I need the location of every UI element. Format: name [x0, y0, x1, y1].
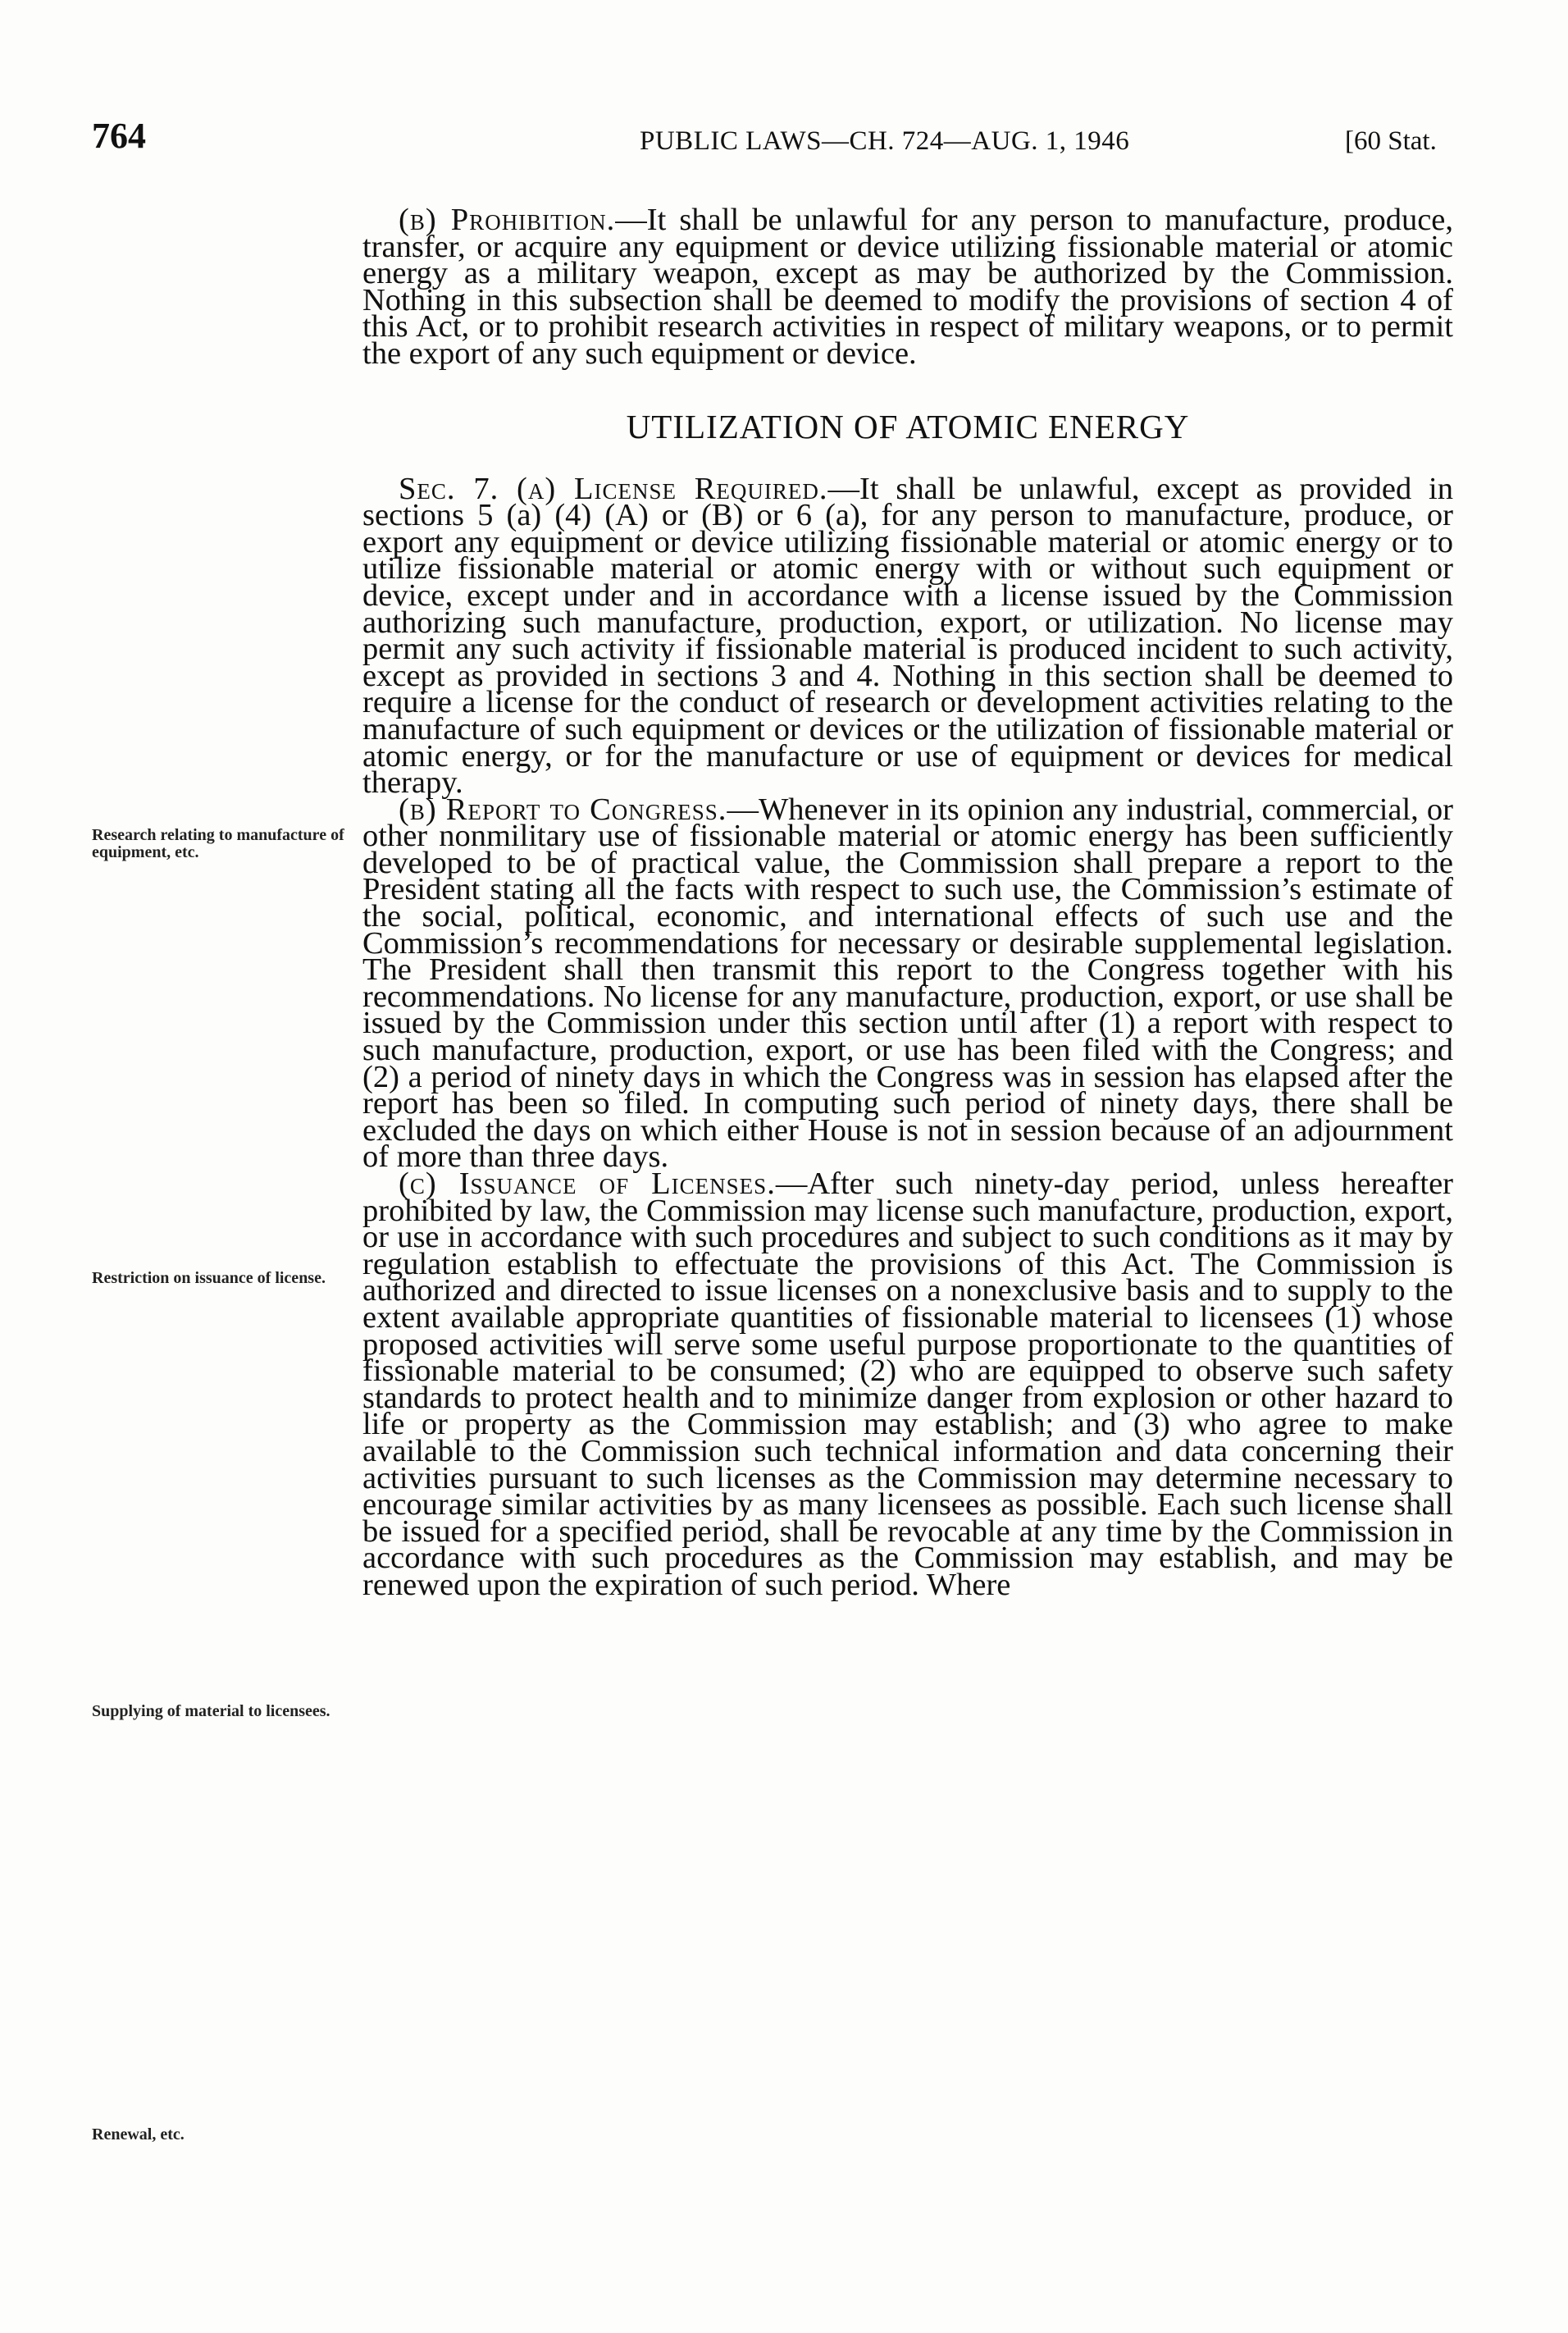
subsection-label: (c) Issuance of Licenses.	[399, 1166, 776, 1201]
margin-note-renewal: Renewal, etc.	[92, 2125, 185, 2144]
paragraph-text: —It shall be unlawful for any person to manufacture, produce, transfer, or acquire any equipment or device utilizing fissionable material or atomic energy as a military weapon, except as may be authorized by the Commission. Nothing in this subsection shall be deemed to modify the provisions of section 4 of this Act, or to prohibit research activities in respect of military weapons, or to permit the export of any such equipment or device.	[362, 203, 1453, 371]
paragraph-text: —It shall be unlawful, except as provided in sections 5 (a) (4) (A) or (B) or 6 (a), for any person to manufacture, produce, or export any equipment or device utilizing fissionable material or atomic energy or to utilize fissionable material or atomic energy with or without such equipment or device, except under and in accordance with a license issued by the Commission authorizing such manufacture, production, export, or utilization. No license may permit any such activity if fissionable material is produced incident to such activity, except as provided in sections 3 and 4. Nothing in this section shall be deemed to require a license for the conduct of research or development activities relating to the manufacture of such equipment or devices or the utilization of fissionable material or atomic energy, or for the manufacture or use of equipment or devices for medical therapy.	[362, 471, 1453, 801]
section-heading: UTILIZATION OF ATOMIC ENERGY	[626, 407, 1190, 445]
paragraph-text: —After such ninety-day period, unless hereafter prohibited by law, the Commission may license such manufacture, production, export, or use in accordance with such procedures and subject to such conditions as it may by regulation establish to effectuate the provisions of this Act. The Commission is authorized and directed to issue licenses on a nonexclusive basis and to supply to the extent available appropriate quantities of fissionable material to licensees (1) whose proposed activities will serve some useful purpose proportionate to the quantities of fissionable material to be consumed; (2) who are equipped to observe such safety standards to protect health and to minimize danger from explosion or other hazard to life or property as the Commission may establish; and (3) who agree to make available to the Commission such technical information and data concerning their activities pursuant to such licenses as the Commission may determine necessary to encourage similar activities by as many licensees as possible. Each such license shall be issued for a specified period, shall be revocable at any time by the Commission in accordance with such procedures as the Commission may establish, and may be renewed upon the expiration of such period. Where	[362, 1166, 1453, 1602]
paragraph-license-required	[362, 471, 1453, 801]
paragraph-issuance-of-licenses	[362, 1166, 1453, 1602]
running-title: PUBLIC LAWS—CH. 724—AUG. 1, 1946	[640, 126, 1130, 156]
paragraph-report-to-congress	[362, 792, 1453, 1175]
main-text	[362, 203, 1453, 1602]
paragraph-prohibition	[362, 203, 1453, 371]
page-header	[0, 115, 1568, 172]
margin-note-supplying: Supplying of material to licensees.	[92, 1702, 330, 1720]
section-number: Sec. 7. (a)	[399, 471, 574, 506]
volume-reference: [60 Stat.	[1345, 126, 1437, 156]
paragraph-text: —Whenever in its opinion any industrial, commercial, or other nonmilitary use of fissionable material or atomic energy has been sufficiently developed to be of practical value, the Commission shall prepare a report to the President stating all the facts with respect to such use, the Commission’s estimate of the social, political, economic, and international effects of such use and the Commission’s recommendations for necessary or desirable supplemental legislation. The President shall then transmit this report to the Congress together with his recommendations. No license for any manufacture, production, export, or use shall be issued by the Commission under this section until after (1) a report with respect to such manufacture, production, export, or use has been filed with the Congress; and (2) a period of ninety days in which the Congress was in session has elapsed after the report has been so filed. In computing such period of ninety days, there shall be excluded the days on which either House is not in session because of an adjournment of more than three days.	[362, 792, 1453, 1175]
subsection-label: License Required.	[573, 471, 828, 506]
subsection-label: (b) Report to Congress.	[399, 792, 727, 827]
subsection-label: (b) Prohibition.	[399, 203, 616, 237]
margin-note-research: Research relating to manufacture of equipment, etc.	[92, 826, 344, 861]
margin-note-restriction: Restriction on issuance of license.	[92, 1269, 326, 1287]
page-number: 764	[92, 116, 146, 156]
